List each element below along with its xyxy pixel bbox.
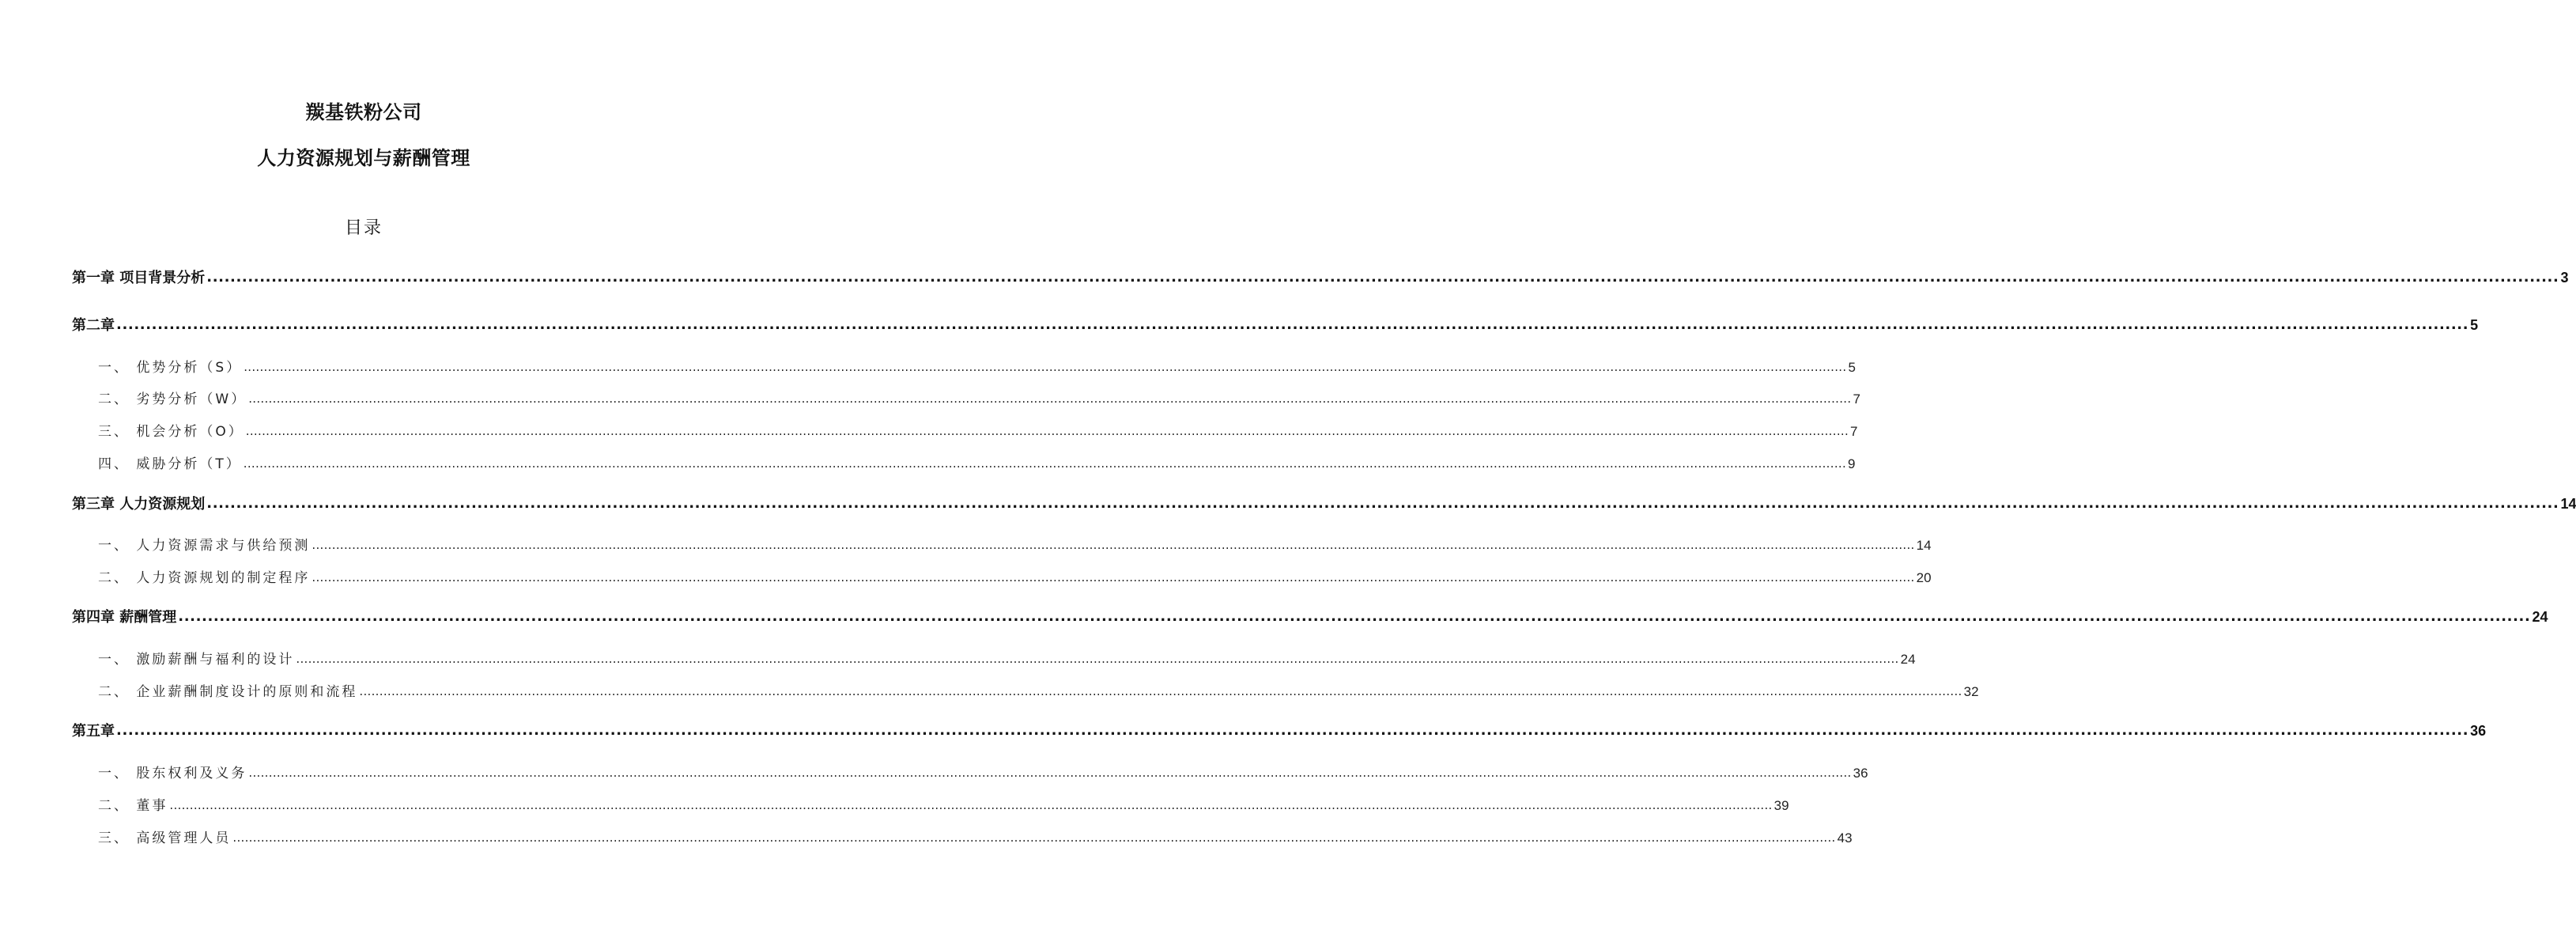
dot-leader: ................................................................................................................................................................................................................................................................................................................................................................................................................ <box>359 684 1962 698</box>
toc-entry-page: 24 <box>1900 652 1916 667</box>
toc-entry-label: 二、 企业薪酬制度设计的原则和流程 <box>98 684 358 700</box>
toc-entry-label: 第一章 项目背景分析 <box>72 270 206 286</box>
toc-entry-label: 一、 激励薪酬与福利的设计 <box>98 652 295 668</box>
toc-entry[interactable] <box>98 566 1932 586</box>
toc-entry-label: 二、 人力资源规划的制定程序 <box>98 570 311 586</box>
toc-entry-page: 36 <box>1853 766 1868 781</box>
dot-leader: ................................................................................................................................................................................................................................................................................................................................................................................................................ <box>206 495 2559 512</box>
toc-entry[interactable] <box>98 827 1853 846</box>
dot-leader: ................................................................................................................................................................................................................................................................................................................................................................................................................ <box>248 766 1852 780</box>
toc-entry-page: 9 <box>1848 456 1856 471</box>
toc-entry-page: 3 <box>2560 270 2569 286</box>
toc-entry-page: 14 <box>1916 538 1932 553</box>
toc-entry-label: 第四章 薪酬管理 <box>72 609 177 626</box>
dot-leader: ................................................................................................................................................................................................................................................................................................................................................................................................................ <box>248 392 1852 406</box>
toc-entry[interactable] <box>72 720 2487 740</box>
dot-leader: ................................................................................................................................................................................................................................................................................................................................................................................................................ <box>169 798 1773 812</box>
dot-leader: ................................................................................................................................................................................................................................................................................................................................................................................................................ <box>116 316 2469 333</box>
toc-entry-label: 第三章 人力资源规划 <box>72 496 206 513</box>
toc-entry[interactable] <box>98 534 1932 554</box>
toc-entry-page: 7 <box>1850 424 1858 439</box>
toc-entry-label: 第五章 <box>72 723 115 740</box>
dot-leader: ................................................................................................................................................................................................................................................................................................................................................................................................................ <box>206 269 2559 286</box>
toc-entry[interactable] <box>72 314 2479 335</box>
toc-entry-label: 一、 股东权利及义务 <box>98 766 247 781</box>
toc-entry-label: 一、 优势分析（S） <box>98 360 243 376</box>
dot-leader: ................................................................................................................................................................................................................................................................................................................................................................................................................ <box>312 570 1915 584</box>
document-subtitle: 人力资源规划与薪酬管理 <box>257 147 470 169</box>
toc-entry-page: 36 <box>2470 723 2487 739</box>
toc-entry-page: 20 <box>1916 570 1932 585</box>
dot-leader: ................................................................................................................................................................................................................................................................................................................................................................................................................ <box>312 538 1915 552</box>
toc-entry[interactable] <box>98 680 1979 700</box>
toc-entry[interactable] <box>98 762 1868 781</box>
toc-entry-page: 39 <box>1773 798 1789 813</box>
toc-entry[interactable] <box>98 388 1860 407</box>
toc-entry-label: 第二章 <box>72 317 115 334</box>
toc-entry[interactable] <box>98 356 1856 376</box>
dot-leader: ................................................................................................................................................................................................................................................................................................................................................................................................................ <box>243 456 1847 471</box>
toc-entry-label: 四、 威胁分析（T） <box>98 456 242 472</box>
toc-entry-page: 5 <box>2470 317 2479 333</box>
toc-entry-page: 7 <box>1853 392 1860 407</box>
dot-leader: ................................................................................................................................................................................................................................................................................................................................................................................................................ <box>232 830 1836 845</box>
toc-entry-label: 三、 高级管理人员 <box>98 830 232 846</box>
toc-entry-page: 43 <box>1837 830 1853 846</box>
dot-leader: ................................................................................................................................................................................................................................................................................................................................................................................................................ <box>178 608 2531 625</box>
toc-entry-label: 一、 人力资源需求与供给预测 <box>98 538 311 554</box>
toc-entry-page: 24 <box>2532 609 2548 625</box>
toc-heading: 目录 <box>344 218 383 238</box>
company-title: 羰基铁粉公司 <box>305 101 422 123</box>
toc-entry-page: 5 <box>1848 360 1856 375</box>
toc-entry-page: 32 <box>1963 684 1979 699</box>
toc-entry-page: 14 <box>2560 496 2576 512</box>
toc-entry[interactable] <box>98 648 1916 668</box>
toc-entry-label: 二、 董事 <box>98 798 168 814</box>
toc-entry-label: 二、 劣势分析（W） <box>98 392 247 407</box>
dot-leader: ................................................................................................................................................................................................................................................................................................................................................................................................................ <box>244 360 1847 374</box>
toc-entry-label: 三、 机会分析（O） <box>98 424 244 440</box>
dot-leader: ................................................................................................................................................................................................................................................................................................................................................................................................................ <box>296 652 1899 666</box>
toc-entry[interactable] <box>98 794 1789 814</box>
toc-entry[interactable] <box>72 493 2576 513</box>
dot-leader: ................................................................................................................................................................................................................................................................................................................................................................................................................ <box>116 722 2469 739</box>
toc-entry[interactable] <box>72 606 2548 626</box>
dot-leader: ................................................................................................................................................................................................................................................................................................................................................................................................................ <box>245 424 1849 438</box>
toc-entry[interactable] <box>72 267 2569 287</box>
toc-entry[interactable] <box>98 452 1856 472</box>
toc-entry[interactable] <box>98 420 1858 440</box>
